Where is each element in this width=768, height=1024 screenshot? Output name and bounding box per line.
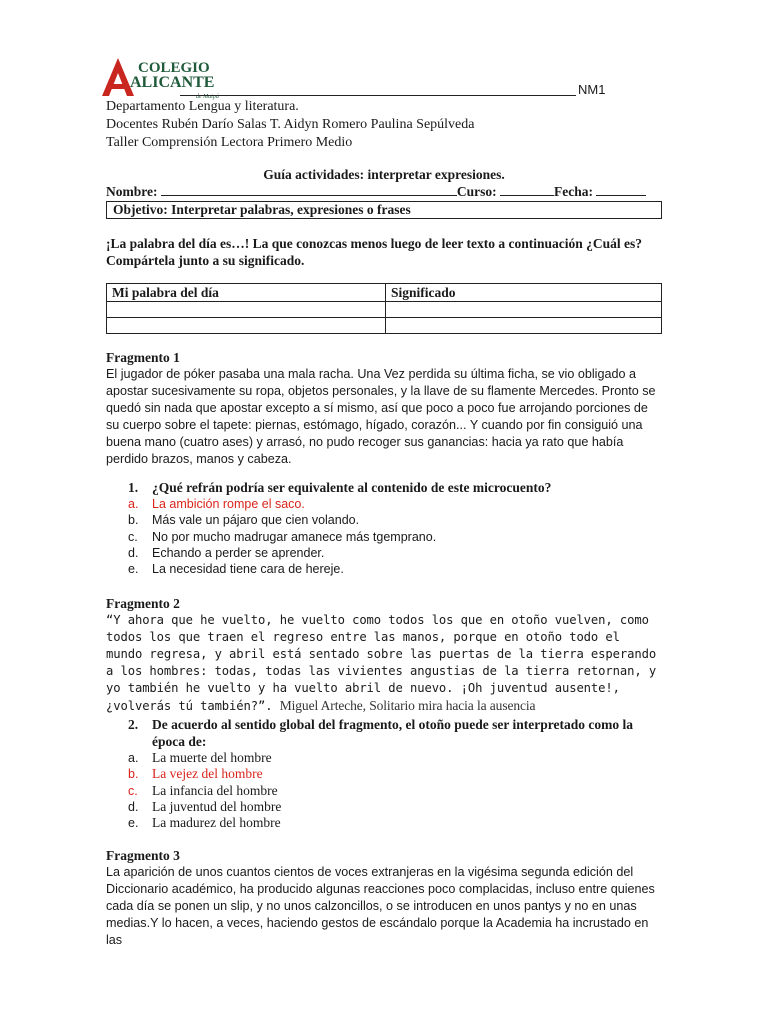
- level-code: NM1: [578, 82, 606, 97]
- workshop-line: Taller Comprensión Lectora Primero Medio: [106, 135, 353, 150]
- fragment-title: Fragmento 1: [106, 350, 180, 365]
- option-letter: e.: [128, 816, 139, 831]
- question-number: 2.: [128, 717, 139, 732]
- option-a[interactable]: [106, 750, 662, 766]
- fragment-2: [106, 595, 662, 715]
- question-line: [106, 716, 662, 750]
- word-of-day-prompt: ¡La palabra del día es…! La que conozcas menos luego de leer texto a continuación ¿Cuál es? Compártela junto a su significado.: [106, 236, 642, 268]
- option-b[interactable]: [106, 512, 662, 528]
- name-blank[interactable]: [161, 183, 457, 196]
- option-letter: c.: [128, 783, 138, 798]
- question-text: De acuerdo al sentido global del fragmento, el otoño puede ser interpretado como la época de:: [152, 717, 633, 749]
- date-label: Fecha:: [554, 184, 593, 199]
- fragment-title: Fragmento 2: [106, 596, 180, 611]
- fragment-text: La aparición de unos cuantos cientos de voces extranjeras en la vigésima segunda edición del Diccionario académico, ha producido algunas reacciones poco complacidas, incluso entre quienes cada día se ponen un slip, y no unos calzoncillos, o se introducen en unos pantys y no en unas medias.Y lo hacen, a veces, haciendo gestos de escándalo porque la Academia ha incrustado en las: [106, 865, 655, 947]
- course-label: Curso:: [456, 184, 497, 199]
- course-blank[interactable]: [500, 183, 554, 196]
- question-line: [106, 479, 662, 496]
- option-text: No por mucho madrugar amanece más tgemprano.: [152, 529, 437, 544]
- option-d[interactable]: [106, 545, 662, 561]
- department-line: Departamento Lengua y literatura.: [106, 99, 299, 114]
- table-header-row: [107, 284, 662, 302]
- option-letter: c.: [128, 529, 138, 544]
- option-letter: d.: [128, 545, 139, 560]
- option-text: Más vale un pájaro que cien volando.: [152, 513, 360, 528]
- option-text: La madurez del hombre: [152, 815, 281, 831]
- guide-title: Guía actividades: interpretar expresiones.: [263, 167, 505, 182]
- header-rule: [180, 95, 576, 96]
- fragment-1: [106, 349, 662, 468]
- word-cell[interactable]: [107, 302, 386, 318]
- option-c[interactable]: [106, 529, 662, 545]
- option-c[interactable]: [106, 783, 662, 799]
- logo-text-top: COLEGIO: [138, 60, 210, 76]
- option-text: La infancia del hombre: [152, 782, 278, 798]
- fragment-quote: “Y ahora que he vuelto, he vuelto como todos los que en otoño vuelven, como todos los que traen el regreso entre las manos, porque en otoño todo el mundo regresa, y abril está sentado sobre las puertas de la tierra esperando a los hombres: todas, todas las vivientes angustias de la tierra retornan, y yo también he vuelto y ha vuelto abril de nuevo. ¡Oh juventud ausente!, ¿volverás tú también?”.: [106, 613, 657, 713]
- options-list: [106, 750, 662, 831]
- option-letter: d.: [128, 799, 139, 814]
- option-letter: b.: [128, 767, 139, 782]
- logo-subtitle: de Maipú: [196, 94, 219, 100]
- option-text: La vejez del hombre: [152, 766, 263, 782]
- teachers-line: Docentes Rubén Darío Salas T. Aidyn Romero Paulina Sepúlveda: [106, 117, 475, 132]
- question-2: [106, 716, 662, 831]
- options-list: [106, 496, 662, 577]
- question-number: 1.: [128, 480, 139, 495]
- fragment-text: El jugador de póker pasaba una mala racha. Una Vez perdida su última ficha, se vio obligado a apostar sucesivamente su ropa, objetos personales, y la llave de su flamente Mercedes. Pronto se quedó sin nada que apostar excepto a sí mismo, así que poco a poco fue arrojando porciones de su cuerpo sobre el tapete: piernas, estómago, hígado, corazón... Y cuando por fin consiguió una buena mano (cuatro ases) y arrasó, no pudo recoger sus ganancias: hacia ya rato que había perdido brazos, manos y cabeza.: [106, 367, 656, 466]
- fragment-title: Fragmento 3: [106, 848, 180, 863]
- option-e[interactable]: [106, 561, 662, 577]
- school-logo: [100, 56, 240, 100]
- fragment-text: [106, 612, 662, 715]
- option-text: La juventud del hombre: [152, 798, 282, 814]
- option-text: Echando a perder se aprender.: [152, 545, 325, 560]
- option-letter: b.: [128, 513, 139, 528]
- col-meaning-header: Significado: [386, 284, 662, 302]
- word-cell[interactable]: [107, 318, 386, 334]
- table-row: [107, 302, 662, 318]
- header-info: [106, 98, 474, 152]
- meaning-cell[interactable]: [386, 302, 662, 318]
- meaning-cell[interactable]: [386, 318, 662, 334]
- option-letter: a.: [128, 751, 139, 765]
- date-blank[interactable]: [596, 183, 646, 196]
- vocabulary-table: [106, 283, 662, 334]
- option-d[interactable]: [106, 799, 662, 815]
- option-letter: e.: [128, 562, 139, 577]
- logo-text-bottom: ALICANTE: [130, 74, 215, 91]
- option-b[interactable]: [106, 766, 662, 782]
- question-1: [106, 479, 662, 577]
- alicante-logo-icon: [100, 56, 240, 100]
- option-text: La necesidad tiene cara de hereje.: [152, 562, 344, 577]
- option-text: La ambición rompe el saco.: [152, 497, 305, 511]
- col-word-header: Mi palabra del día: [107, 284, 386, 302]
- question-text: ¿Qué refrán podría ser equivalente al contenido de este microcuento?: [152, 480, 552, 495]
- option-text: La muerte del hombre: [152, 750, 272, 765]
- student-form-row: [106, 183, 662, 200]
- fragment-citation: Miguel Arteche, Solitario mira hacia la ausencia: [279, 698, 536, 713]
- option-letter: a.: [128, 497, 139, 511]
- option-e[interactable]: [106, 815, 662, 831]
- table-row: [107, 318, 662, 334]
- option-a[interactable]: [106, 496, 662, 512]
- name-label: Nombre:: [106, 184, 158, 199]
- fragment-3: [106, 847, 662, 949]
- objective-box: Objetivo: Interpretar palabras, expresiones o frases: [106, 201, 662, 219]
